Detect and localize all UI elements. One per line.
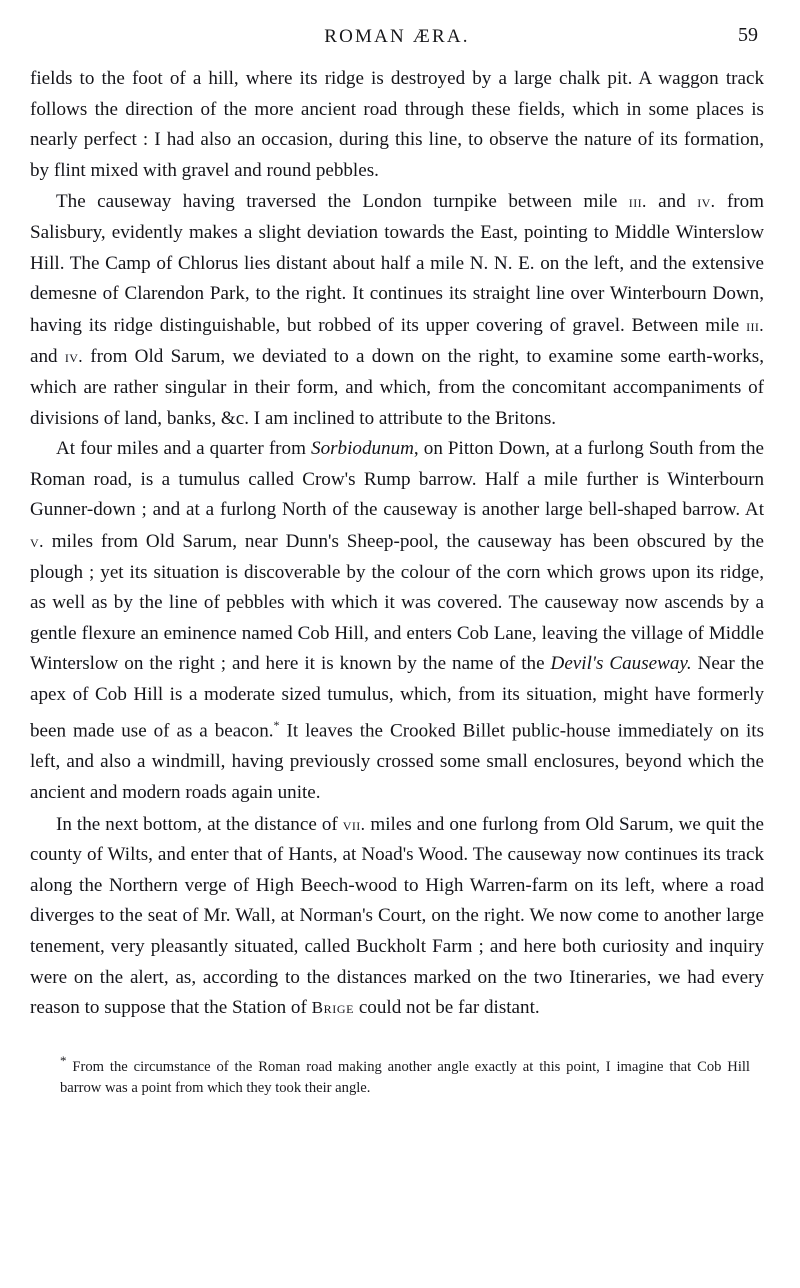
footnote-text: From the circumstance of the Roman road making another angle exactly at this point, I imagine that Cob Hill barrow was a point from which they took their angle. xyxy=(60,1058,750,1097)
paragraph: In the next bottom, at the distance of vii. miles and one furlong from Old Sarum, we quit the county of Wilts, and enter that of Hants, at Noad's Wood. The causeway now continues its track along the Northern verge of High Beech-wood to High Warren-farm on its left, where a road diverges to the seat of Mr. Wall, at Norman's Court, on the right. We now come to another large tenement, very pleasantly situated, called Buckholt Farm ; and here both curiosity and inquiry were on the alert, as, according to the distances marked on the two Itineraries, we had every reason to suppose that the Station of Brige could not be far distant. xyxy=(30,813,764,1019)
page-header xyxy=(30,18,764,58)
roman-numeral: iv. xyxy=(64,346,84,367)
running-title: ROMAN ÆRA. xyxy=(324,26,470,47)
roman-numeral: iii. xyxy=(746,314,764,335)
italic-phrase: Sorbiodunum xyxy=(311,438,414,460)
page-number: 59 xyxy=(738,24,758,46)
roman-numeral: iv. xyxy=(697,191,716,212)
footnote-reference: * xyxy=(273,718,280,733)
footnote xyxy=(30,1050,764,1100)
place-name-smallcaps: Brige xyxy=(311,998,355,1018)
roman-numeral: iii. xyxy=(628,191,647,212)
footnote-marker: * xyxy=(60,1052,67,1068)
paragraph: At four miles and a quarter from Sorbiodunum, on Pitton Down, at a furlong South from the Roman road, is a tumulus called Crow's Rump barrow. Half a mile further is Winterbourn Gunner-down ; and at a furlong North of the causeway is another large bell-shaped barrow. At v. miles from Old Sarum, near Dunn's Sheep-pool, the causeway has been obscured by the plough ; yet its situation is discoverable by the colour of the corn which grows upon its ridge, as well as by the line of pebbles with which it was covered. The causeway now ascends by a gentle flexure an eminence named Cob Hill, and enters Cob Lane, leaving the village of Middle Winterslow on the right ; and here it is known by the name of the Devil's Causeway. Near the apex of Cob Hill is a moderate sized tumulus, which, from its situation, might have formerly been made use of as a beacon.* It leaves the Crooked Billet public-house immediately on its left, and also a windmill, having previously crossed some small enclosures, beyond which the ancient and modern roads again unite. xyxy=(30,438,764,804)
italic-phrase: Devil's Causeway. xyxy=(550,653,692,675)
roman-numeral: v. xyxy=(30,530,44,551)
roman-numeral: vii. xyxy=(342,813,366,834)
paragraph: The causeway having traversed the London turnpike between mile iii. and iv. from Salisbury, evidently makes a slight deviation towards the East, pointing to Middle Winterslow Hill. The Camp of Chlorus lies distant about half a mile N. N. E. on the left, and the extensive demesne of Clarendon Park, to the right. It continues its straight line over Winterbourn Down, having its ridge distinguishable, but robbed of its upper covering of gravel. Between mile iii. and iv. from Old Sarum, we deviated to a down on the right, to examine some earth-works, which are rather singular in their form, and which, from the concomitant accompaniments of divisions of land, banks, &c. I am inclined to attribute to the Britons. xyxy=(30,191,765,429)
paragraph: fields to the foot of a hill, where its ridge is destroyed by a large chalk pit. A waggon track follows the direction of the more ancient road through these fields, which in some places is nearly perfect : I had also an occasion, during this line, to observe the nature of its formation, by flint mixed with gravel and round pebbles. xyxy=(30,68,764,181)
body-text xyxy=(30,64,764,1024)
